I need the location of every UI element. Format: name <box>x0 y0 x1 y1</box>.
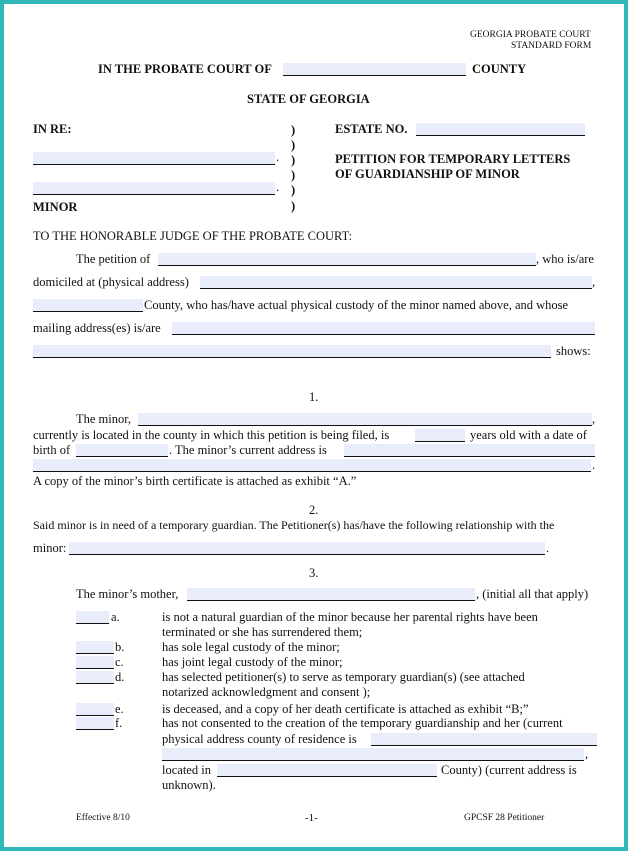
mailing-address-field[interactable] <box>172 322 595 335</box>
minor-address-field-2[interactable] <box>33 459 591 472</box>
item-letter-a: a. <box>111 610 120 624</box>
domiciled-label: domiciled at (physical address) <box>33 275 189 289</box>
petitioner-name-field[interactable] <box>158 253 536 266</box>
age-field[interactable] <box>415 429 465 442</box>
initial-apply-text: , (initial all that apply) <box>476 587 589 601</box>
mother-label: The minor’s mother, <box>76 587 179 601</box>
years-old-text: years old with a date of <box>470 428 587 442</box>
effective-date: Effective 8/10 <box>76 813 130 823</box>
court-suffix: COUNTY <box>472 62 527 76</box>
form-header-line1: GEORGIA PROBATE COURT <box>470 30 591 40</box>
in-re-label: IN RE: <box>33 122 72 136</box>
located-in-label: located in <box>162 763 211 777</box>
caption-paren: ) <box>291 153 296 167</box>
estate-no-label: ESTATE NO. <box>335 122 408 136</box>
minor-label: MINOR <box>33 200 78 214</box>
petition-title-line2: OF GUARDIANSHIP OF MINOR <box>335 167 520 181</box>
minor-name-label: The minor, <box>76 412 132 426</box>
date-of-birth-field[interactable] <box>76 444 168 457</box>
petition-title-line1: PETITION FOR TEMPORARY LETTERS <box>335 152 571 166</box>
county-residence-field[interactable] <box>33 299 143 312</box>
page-number: -1- <box>305 812 318 824</box>
section-1-number: 1. <box>309 390 319 404</box>
item-letter-f: f. <box>115 716 123 730</box>
section-2-number: 2. <box>309 503 319 517</box>
mailing-label: mailing address(es) is/are <box>33 321 161 335</box>
item-f-line2: physical address county of residence is <box>162 732 357 746</box>
item-letter-e: e. <box>115 702 124 716</box>
in-re-name-field-2[interactable] <box>33 182 275 195</box>
who-is-label: , who is/are <box>536 252 594 266</box>
minor-name-field[interactable] <box>138 413 592 426</box>
relationship-field[interactable] <box>69 542 545 555</box>
birth-of-label: birth of <box>33 443 71 457</box>
item-d-line1: has selected petitioner(s) to serve as temporary guardian(s) (see attached <box>162 670 525 684</box>
probate-form: GEORGIA PROBATE COURT STANDARD FORM IN THE PROBATE COURT OF COUNTY STATE OF GEORGIA IN RE: . . MINOR ) ) ) ) ) ) ESTATE NO. PETITION FOR TEMPORARY LETTERS OF GUARDIANSHIP OF MINOR TO THE HONORABLE JUDGE OF THE PROBATE COURT: The petition of , who is/are domiciled at (physical address) , County, who has/have actual physical custody of the minor named above, and whose mailing address(es) is/are shows: 1. The minor, , currently is located in the county in which this petition is being filed, is years old with a date of birth of . The minor’s current address is . A copy of the minor’s birth certificate is attached as exhibit “A.” 2. Said minor is in need of a temporary guardian. The Petitioner(s) has/have the following relationship with the minor: . 3. The minor’s mother, , (initial all that apply) a. is not a natural guardian of the minor because her parental rights have been terminated or she has surrendered them; b. has sole legal custody of the minor; c. has joint legal custody of the minor; d. has selected petitioner(s) to serve as temporary guardian(s) (see attached notarized acknowledgment and consent ); e. is deceased, and a copy of her death certificate is attached as exhibit “B;” f. has not consented to the creation of the temporary guardianship and her (current physical address county of residence is , located in County) (current address is unknown). Effective 8/10 -1- GPCSF 28 Petitioner <box>33 30 596 824</box>
item-b-line1: has sole legal custody of the minor; <box>162 640 340 654</box>
county-field[interactable] <box>283 63 466 76</box>
salutation: TO THE HONORABLE JUDGE OF THE PROBATE COURT: <box>33 229 353 243</box>
item-letter-b: b. <box>115 640 125 654</box>
item-d-line2: notarized acknowledgment and consent ); <box>162 685 371 699</box>
mother-county-field[interactable] <box>371 733 597 746</box>
caption-paren: ) <box>291 199 296 213</box>
section-3-number: 3. <box>309 566 319 580</box>
in-re-name-field-1[interactable] <box>33 152 275 165</box>
item-a-line1: is not a natural guardian of the minor because her parental rights have been <box>162 610 538 624</box>
minor-address-field[interactable] <box>344 444 595 457</box>
item-f-line1: has not consented to the creation of the temporary guardianship and her (current <box>162 716 563 730</box>
initial-field-a[interactable] <box>76 611 109 624</box>
form-header-line2: STANDARD FORM <box>511 41 592 51</box>
estate-no-field[interactable] <box>416 123 585 136</box>
county-custody-text: County, who has/have actual physical custody of the minor named above, and whose <box>144 298 569 312</box>
initial-field-e[interactable] <box>76 703 114 716</box>
initial-field-b[interactable] <box>76 641 114 654</box>
guardian-need-text: Said minor is in need of a temporary guardian. The Petitioner(s) has/have the following relationship with the <box>33 518 555 532</box>
item-letter-d: d. <box>115 670 125 684</box>
mother-name-field[interactable] <box>187 588 475 601</box>
physical-address-field[interactable] <box>200 276 592 289</box>
initial-field-f[interactable] <box>76 717 114 730</box>
mailing-address-field-2[interactable] <box>33 345 551 358</box>
located-text: currently is located in the county in which this petition is being filed, is <box>33 428 390 442</box>
item-e-line1: is deceased, and a copy of her death certificate is attached as exhibit “B;” <box>162 702 529 716</box>
caption-paren: ) <box>291 138 296 152</box>
mother-county-field-2[interactable] <box>162 748 584 761</box>
caption-paren: ) <box>291 123 296 137</box>
petition-of-label: The petition of <box>76 252 151 266</box>
item-c-line1: has joint legal custody of the minor; <box>162 655 343 669</box>
item-a-line2: terminated or she has surrendered them; <box>162 625 363 639</box>
initial-field-d[interactable] <box>76 671 114 684</box>
initial-field-c[interactable] <box>76 656 114 669</box>
county-current-text: County) (current address is <box>441 763 577 777</box>
birth-certificate-text: A copy of the minor’s birth certificate is attached as exhibit “A.” <box>33 474 357 488</box>
form-id: GPCSF 28 Petitioner <box>464 813 545 823</box>
unknown-text: unknown). <box>162 778 216 792</box>
minor-relationship-label: minor: <box>33 541 67 555</box>
court-prefix: IN THE PROBATE COURT OF <box>98 62 272 76</box>
current-address-label: . The minor’s current address is <box>169 443 327 457</box>
state-title: STATE OF GEORGIA <box>247 92 370 106</box>
caption-paren: ) <box>291 183 296 197</box>
item-letter-c: c. <box>115 655 124 669</box>
located-in-field[interactable] <box>217 764 437 777</box>
caption-paren: ) <box>291 168 296 182</box>
shows-label: shows: <box>556 344 591 358</box>
